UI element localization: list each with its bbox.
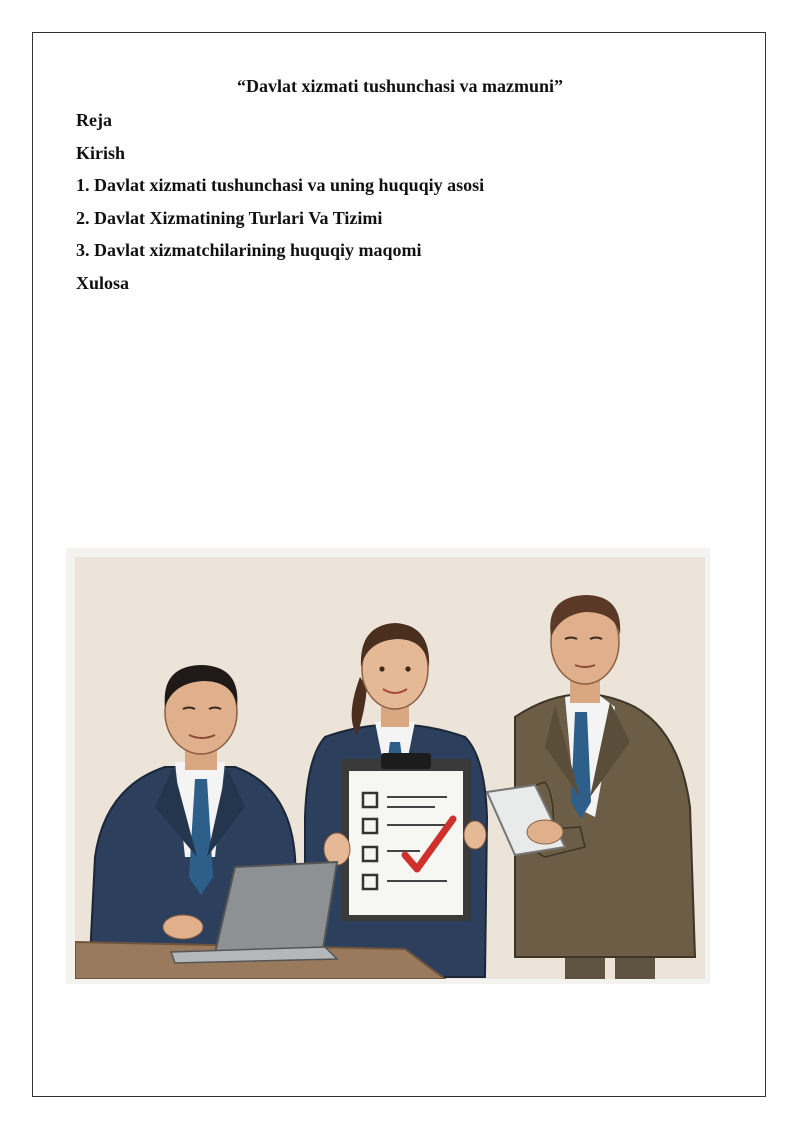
plan-heading: Reja <box>76 110 112 130</box>
plan-item-intro: Kirish <box>76 142 126 163</box>
plan-item-3: 3. Davlat xizmatchilarining huquqiy maqomi <box>76 240 422 261</box>
checklist-clipboard <box>324 753 486 921</box>
plan-item-1: 1. Davlat xizmati tushunchasi va uning huquqiy asosi <box>76 175 485 196</box>
office-illustration-svg <box>75 557 705 979</box>
office-illustration <box>66 548 710 984</box>
plan-list <box>76 108 484 304</box>
plan-item-conclusion: Xulosa <box>76 272 130 293</box>
plan-item-2: 2. Davlat Xizmatining Turlari Va Tizimi <box>76 207 383 228</box>
document-title: “Davlat xizmati tushunchasi va mazmuni” <box>236 76 564 96</box>
